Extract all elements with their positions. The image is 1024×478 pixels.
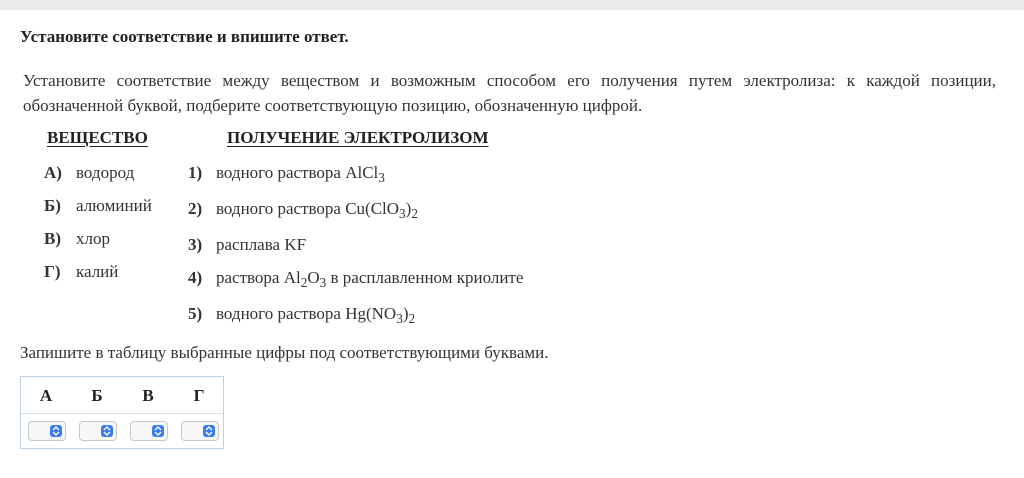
answer-select-v[interactable] xyxy=(130,421,168,441)
method-subscript: 3 xyxy=(396,310,403,326)
method-item xyxy=(188,199,418,219)
substance-item xyxy=(44,262,118,282)
method-subscript: 2 xyxy=(300,274,308,290)
method-text: раствора Al xyxy=(216,268,301,287)
method-subscript: 2 xyxy=(411,205,418,221)
method-key: 4) xyxy=(188,268,203,287)
task-title: Установите соответствие и впишите ответ. xyxy=(20,27,349,46)
answer-header-a: А xyxy=(39,386,53,405)
substance-key: Б) xyxy=(44,196,61,215)
substance-key: В) xyxy=(44,229,61,248)
substance-label: хлор xyxy=(76,229,110,248)
select-arrows-icon xyxy=(50,425,62,437)
method-subscript: 2 xyxy=(408,310,416,326)
select-arrows-icon xyxy=(203,425,215,437)
method-key: 1) xyxy=(188,163,203,182)
method-key: 2) xyxy=(188,199,203,218)
substance-item xyxy=(44,196,152,216)
method-subscript: 3 xyxy=(319,274,327,290)
substance-label: алюминий xyxy=(76,196,152,215)
substance-label: калий xyxy=(76,262,119,281)
select-arrows-icon xyxy=(152,425,164,437)
answer-header-g: Г xyxy=(193,386,205,405)
method-item xyxy=(188,163,385,183)
method-column-header: ПОЛУЧЕНИЕ ЭЛЕКТРОЛИЗОМ xyxy=(227,128,489,147)
answer-select-a[interactable] xyxy=(28,421,66,441)
method-text: водного раствора Hg(NO xyxy=(216,304,397,323)
substance-item xyxy=(44,229,110,249)
method-subscript: 3 xyxy=(399,205,406,221)
substance-key: Г) xyxy=(44,262,61,281)
method-text: водного раствора AlCl xyxy=(216,163,379,182)
method-item xyxy=(188,235,306,255)
method-text: расплава KF xyxy=(216,235,307,254)
top-bar xyxy=(0,0,1024,10)
answer-table xyxy=(20,376,224,449)
method-item xyxy=(188,304,415,324)
answer-header-v: В xyxy=(142,386,154,405)
method-text-tail: ) xyxy=(402,304,409,323)
answer-instruction: Запишите в таблицу выбранные цифры под соответствующими буквами. xyxy=(20,343,549,362)
select-arrows-icon xyxy=(101,425,113,437)
method-text: водного раствора Cu(ClO xyxy=(216,199,400,218)
method-subscript: 3 xyxy=(378,169,385,185)
answer-header-b: Б xyxy=(91,386,103,405)
answer-table-header-row xyxy=(21,377,223,414)
substance-item xyxy=(44,163,134,183)
method-text-tail: O xyxy=(307,268,320,287)
answer-select-g[interactable] xyxy=(181,421,219,441)
method-key: 5) xyxy=(188,304,203,323)
answer-select-b[interactable] xyxy=(79,421,117,441)
substance-key: А) xyxy=(44,163,62,182)
method-text-tail: в расплавленном криолите xyxy=(326,268,524,287)
method-key: 3) xyxy=(188,235,203,254)
method-item xyxy=(188,268,523,288)
substance-column-header: ВЕЩЕСТВО xyxy=(47,128,148,147)
task-text: Установите соответствие между веществом и возможным способом его получения путем электролиза: к каждой позиции, обозначенной буквой, подберите соответствующую позицию, обозначенную цифрой. xyxy=(23,71,996,115)
substance-label: водород xyxy=(76,163,135,182)
method-text-tail: ) xyxy=(405,199,412,218)
